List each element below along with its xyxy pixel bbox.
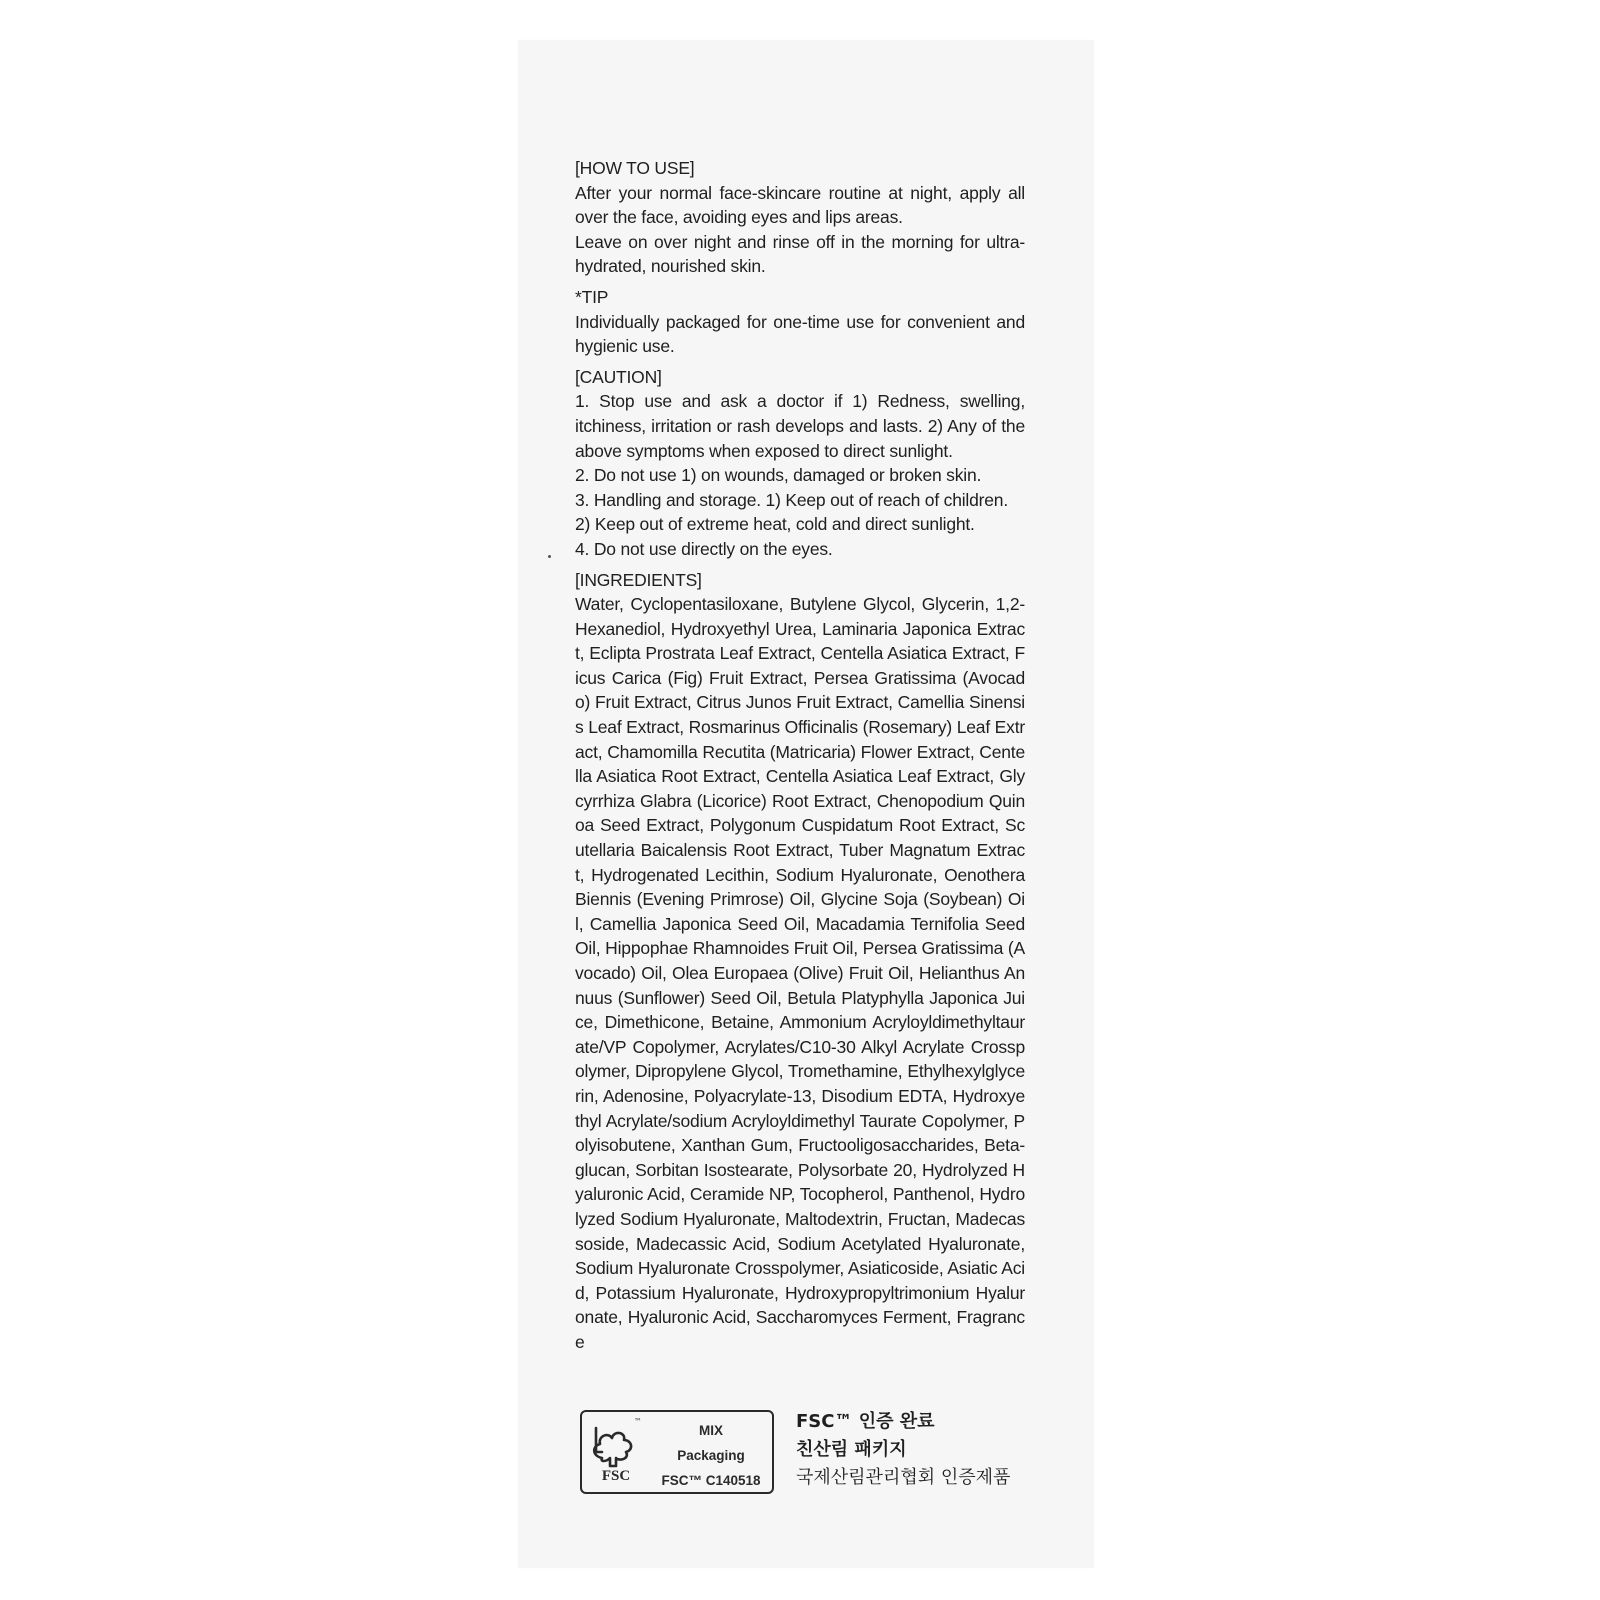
- caution-item-4: 4. Do not use directly on the eyes.: [575, 538, 833, 559]
- ingredients-list: Water, Cyclopentasiloxane, Butylene Glycol, Glycerin, 1,2-Hexanediol, Hydroxyethyl Urea, Laminaria Japonica Extract, Eclipta Prostrata Leaf Extract, Centella Asiatica Extract, Ficus Carica (Fig) Fruit Extract, Persea Gratissima (Avocado) Fruit Extract, Citrus Junos Fruit Extract, Camellia Sinensis Leaf Extract, Rosmarinus Officinalis (Rosemary) Leaf Extract, Chamomilla Recutita (Matricaria) Flower Extract, Centella Asiatica Root Extract, Centella Asiatica Leaf Extract, Glycyrrhiza Glabra (Licorice) Root Extract, Chenopodium Quinoa Seed Extract, Polygonum Cuspidatum Root Extract, Scutellaria Baicalensis Root Extract, Tuber Magnatum Extract, Hydrogenated Lecithin, Sodium Hyaluronate, Oenothera Biennis (Evening Primrose) Oil, Glycine Soja (Soybean) Oil, Camellia Japonica Seed Oil, Macadamia Ternifolia Seed Oil, Hippophae Rhamnoides Fruit Oil, Persea Gratissima (Avocado) Oil, Olea Europaea (Olive) Fruit Oil, Helianthus Annuus (Sunflower) Seed Oil, Betula Platyphylla Japonica Juice, Dimethicone, Betaine, Ammonium Acryloyldimethyltaurate/VP Copolymer, Acrylates/C10-30 Alkyl Acrylate Crosspolymer, Dipropylene Glycol, Tromethamine, Ethylhexylglycerin, Adenosine, Polyacrylate-13, Disodium EDTA, Hydroxyethyl Acrylate/sodium Acryloyldimethyl Taurate Copolymer, Polyisobutene, Xanthan Gum, Fructooligosaccharides, Beta-glucan, Sorbitan Isostearate, Polysorbate 20, Hydrolyzed Hyaluronic Acid, Ceramide NP, Tocopherol, Panthenol, Hydrolyzed Sodium Hyaluronate, Maltodextrin, Fructan, Madecassoside, Madecassic Acid, Sodium Acetylated Hyaluronate, Sodium Hyaluronate Crosspolymer, Asiaticoside, Asiatic Acid, Potassium Hyaluronate, Hydroxypropyltrimonium Hyaluronate, Hyaluronic Acid, Saccharomyces Ferment, Fragrance: [575, 594, 1025, 1352]
- caution-item-1: 1. Stop use and ask a doctor if 1) Redness, swelling, itchiness, irritation or rash develops and lasts. 2) Any of the above symptoms when exposed to direct sunlight.: [575, 391, 1025, 461]
- fsc-tm: ™: [634, 1417, 642, 1426]
- caution-item-3: 3. Handling and storage. 1) Keep out of reach of children.: [575, 489, 1008, 510]
- fsc-korean-line-3: 국제산림관리협회 인증제품: [796, 1467, 1011, 1488]
- fsc-packaging: Packaging: [677, 1448, 745, 1463]
- fsc-tree-logo-icon: [582, 1412, 646, 1496]
- caution-item-3b: 2) Keep out of extreme heat, cold and direct sunlight.: [575, 514, 975, 535]
- tip-heading: *TIP: [575, 286, 609, 307]
- ingredients-heading: [INGREDIENTS]: [575, 569, 702, 590]
- caution-heading: [CAUTION]: [575, 366, 662, 387]
- fsc-korean-line-2: 친산림 패키지: [796, 1439, 907, 1460]
- caution-item-2: 2. Do not use 1) on wounds, damaged or broken skin.: [575, 465, 982, 486]
- how-to-use-text-1: After your normal face-skincare routine at night, apply all over the face, avoiding eyes and lips areas.: [575, 182, 1025, 228]
- fsc-badge: [580, 1410, 774, 1494]
- how-to-use-text-2: Leave on over night and rinse off in the morning for ultra- hydrated, nourished skin.: [575, 231, 1025, 277]
- fsc-korean-line-1: FSC™ 인증 완료: [796, 1411, 935, 1432]
- tip-text: Individually packaged for one-time use for convenient and hygienic use.: [575, 311, 1025, 357]
- label-text-block: [575, 156, 1025, 1355]
- fsc-code: FSC™ C140518: [661, 1473, 761, 1488]
- fsc-logo-text: FSC: [601, 1468, 631, 1484]
- how-to-use-heading: [HOW TO USE]: [575, 158, 695, 178]
- fsc-badge-text: [650, 1418, 772, 1493]
- print-speck: [548, 555, 551, 558]
- fsc-korean-text: [796, 1408, 1010, 1492]
- fsc-mix: MIX: [698, 1423, 723, 1438]
